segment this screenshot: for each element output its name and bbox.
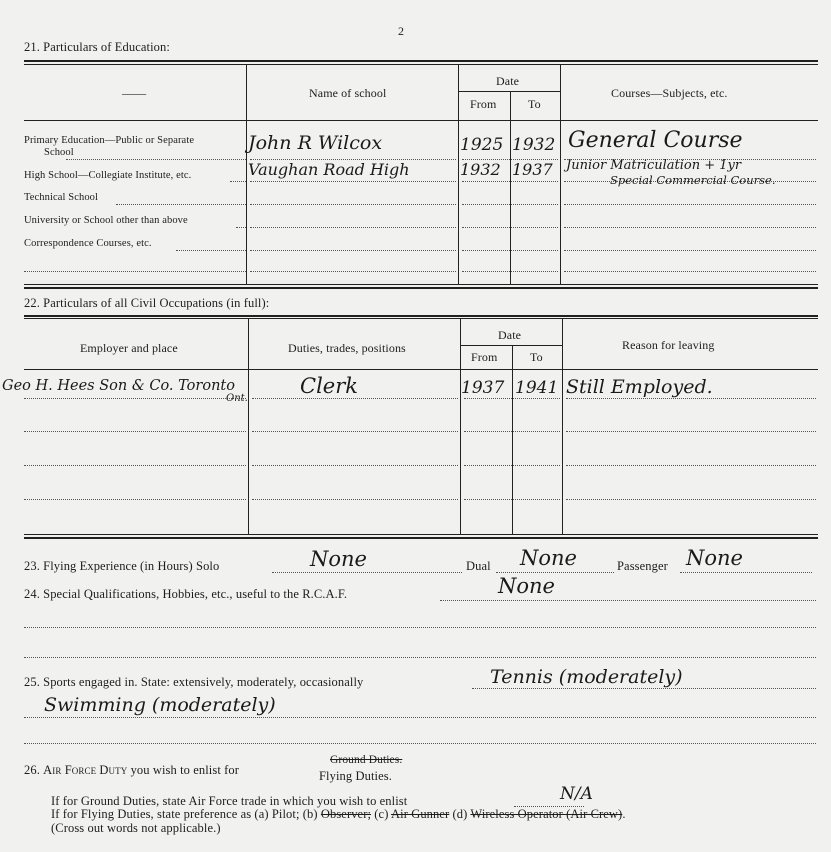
air-force-duty-text: Air Force Duty <box>43 763 128 777</box>
special-value: None <box>498 574 555 598</box>
cross-out-note: (Cross out words not applicable.) <box>51 821 221 835</box>
col-duties: Duties, trades, positions <box>288 341 406 355</box>
flying-solo-value: None <box>310 547 367 571</box>
employer-value: Geo H. Hees Son & Co. Toronto <box>2 378 235 394</box>
row-label-primary-2: School <box>44 147 74 158</box>
ground-duties-struck: Ground Duties. <box>330 754 403 766</box>
flying-dual-label: Dual <box>466 559 491 573</box>
rule <box>24 534 818 535</box>
rule <box>24 287 818 289</box>
rule <box>24 284 818 285</box>
col-from: From <box>470 97 497 111</box>
rule <box>24 318 818 319</box>
col-from: From <box>471 350 498 364</box>
col-to: To <box>530 350 543 364</box>
rule <box>24 315 818 317</box>
occupation-from: 1937 <box>461 378 505 398</box>
primary-school-name: John R Wilcox <box>248 132 383 154</box>
flying-passenger-label: Passenger <box>617 559 668 573</box>
high-school-courses-2: Special Commercial Course. <box>610 173 776 187</box>
gunner-struck: Air Gunner <box>391 807 450 821</box>
airforce-label: 26. Air Force Duty you wish to enlist for <box>24 763 240 777</box>
education-heading: 21. Particulars of Education: <box>24 40 170 54</box>
row-label-correspondence: Correspondence Courses, etc. <box>24 238 152 249</box>
sports-value-2: Swimming (moderately) <box>44 694 276 716</box>
wireless-struck: Wireless Operator (Air Crew) <box>470 807 623 821</box>
flying-passenger-value: None <box>686 546 743 570</box>
duties-value: Clerk <box>300 374 358 398</box>
row-label-primary: Primary Education—Public or Separate <box>24 135 195 146</box>
row-label-technical: Technical School <box>24 192 99 203</box>
col-to: To <box>528 97 541 111</box>
flying-dual-value: None <box>520 546 577 570</box>
col-reason: Reason for leaving <box>622 338 715 352</box>
occupations-heading: 22. Particulars of all Civil Occupations (in full): <box>24 296 270 310</box>
ground-duties-value: N/A <box>560 784 593 804</box>
flying-duties-chosen: Flying Duties. <box>319 769 392 783</box>
row-label-university: University or School other than above <box>24 215 188 226</box>
row-label-high-school: High School—Collegiate Institute, etc. <box>24 170 192 181</box>
rule <box>24 60 818 62</box>
high-school-name: Vaughan Road High <box>248 160 410 179</box>
col-employer: Employer and place <box>80 341 178 355</box>
primary-to: 1932 <box>512 135 556 155</box>
col-date: Date <box>496 74 520 88</box>
flying-preference-line: If for Flying Duties, state preference as (a) Pilot; (b) Observer; (c) Air Gunner (d) Wireless Operator (Air Crew). <box>51 807 626 821</box>
employer-value-2: Ont. <box>226 393 248 404</box>
col-courses: Courses—Subjects, etc. <box>611 86 728 100</box>
rule <box>24 537 818 539</box>
reason-value: Still Employed. <box>566 376 713 398</box>
flying-label: 23. Flying Experience (in Hours) Solo <box>24 559 220 573</box>
rule <box>24 64 818 65</box>
special-label: 24. Special Qualifications, Hobbies, etc., useful to the R.C.A.F. <box>24 587 348 601</box>
high-school-to: 1937 <box>512 160 553 179</box>
primary-courses: General Course <box>568 128 743 153</box>
observer-struck: Observer; <box>320 807 372 821</box>
col-date: Date <box>498 328 522 342</box>
page-number: 2 <box>398 24 405 38</box>
col-name-of-school: Name of school <box>309 86 387 100</box>
occupation-to: 1941 <box>515 378 559 398</box>
col-dash: —— <box>122 86 147 100</box>
high-school-courses: Junior Matriculation + 1yr <box>566 158 742 173</box>
primary-from: 1925 <box>460 135 504 155</box>
ground-duties-line: If for Ground Duties, state Air Force trade in which you wish to enlist <box>51 794 408 808</box>
high-school-from: 1932 <box>460 160 501 179</box>
sports-label: 25. Sports engaged in. State: extensively, moderately, occasionally <box>24 675 364 689</box>
sports-value-1: Tennis (moderately) <box>490 666 683 688</box>
